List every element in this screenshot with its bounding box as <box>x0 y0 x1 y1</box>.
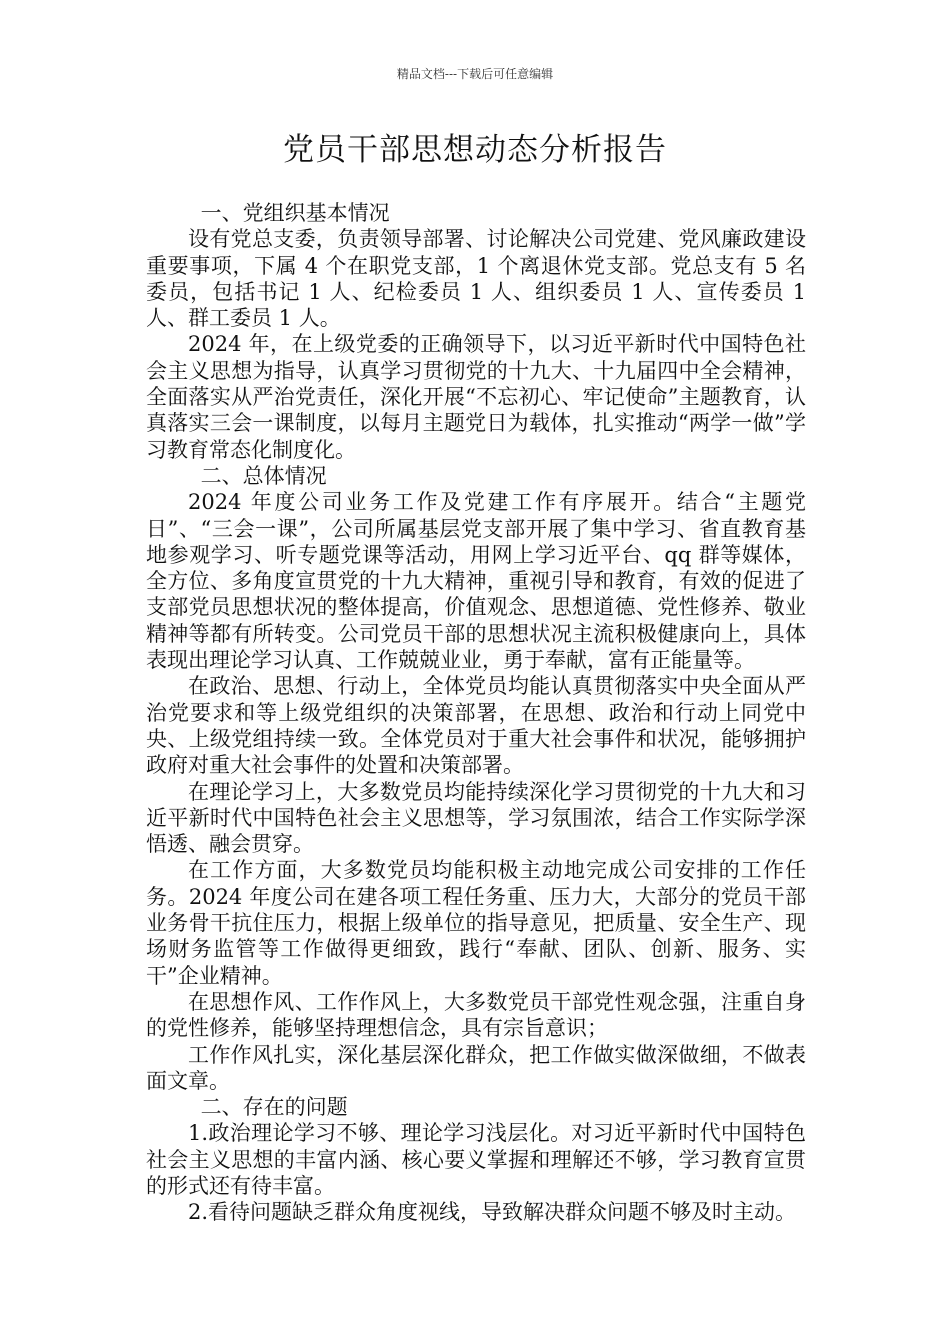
paragraph: 在思想作风、工作作风上，大多数党员干部党性观念强，注重自身的党性修养，能够坚持理想信念，具有宗旨意识； <box>146 989 806 1041</box>
paragraph: 在工作方面，大多数党员均能积极主动地完成公司安排的工作任务。2024 年度公司在建各项工程任务重、压力大，大部分的党员干部业务骨干抗住压力，根据上级单位的指导意见，把质量、安全生产、现场财务监管等工作做得更细致，践行“奉献、团队、创新、服务、实干”企业精神。 <box>146 858 806 988</box>
paragraph: 2024 年度公司业务工作及党建工作有序展开。结合“主题党日”、“三会一课”，公司所属基层党支部开展了集中学习、省直教育基地参观学习、听专题党课等活动，用网上学习近平台、qq 群等媒体，全方位、多角度宣贯党的十九大精神，重视引导和教育，有效的促进了支部党员思想状况的整体提高，价值观念、思想道德、党性修养、敬业精神等都有所转变。公司党员干部的思想状况主流积极健康向上，具体表现出理论学习认真、工作兢兢业业，勇于奉献，富有正能量等。 <box>146 490 806 673</box>
paragraph: 2024 年，在上级党委的正确领导下，以习近平新时代中国特色社会主义思想为指导，认真学习贯彻党的十九大、十九届四中全会精神，全面落实从严治党责任，深化开展“不忘初心、牢记使命”主题教育，认真落实三会一课制度，以每月主题党日为载体，扎实推动“两学一做”学习教育常态化制度化。 <box>146 332 806 462</box>
paragraph: 2.看待问题缺乏群众角度视线，导致解决群众问题不够及时主动。 <box>188 1200 797 1225</box>
document-title: 党员干部思想动态分析报告 <box>283 132 667 168</box>
section-heading: 二、存在的问题 <box>200 1095 348 1120</box>
header-note: 精品文档---下载后可任意编辑 <box>396 67 554 81</box>
paragraph: 工作作风扎实，深化基层深化群众，把工作做实做深做细，不做表面文章。 <box>146 1042 806 1093</box>
section-heading: 一、党组织基本情况 <box>200 201 390 225</box>
paragraph: 在政治、思想、行动上，全体党员均能认真贯彻落实中央全面从严治党要求和等上级党组织的决策部署，在思想、政治和行动上同党中央、上级党组持续一致。全体党员对于重大社会事件和状况，能够拥护政府对重大社会事件的处置和决策部署。 <box>146 674 806 778</box>
paragraph: 设有党总支委，负责领导部署、讨论解决公司党建、党风廉政建设重要事项，下属 4 个在职党支部，1 个离退休党支部。党总支有 5 名委员，包括书记 1 人、纪检委员 1 人、组织委员 1 人、宣传委员 1 人、群工委员 1 人。 <box>146 227 806 331</box>
paragraph: 1.政治理论学习不够、理论学习浅层化。对习近平新时代中国特色社会主义思想的丰富内涵、核心要义掌握和理解还不够，学习教育宣贯的形式还有待丰富。 <box>146 1121 806 1198</box>
document-body <box>146 200 806 1226</box>
paragraph: 在理论学习上，大多数党员均能持续深化学习贯彻党的十九大和习近平新时代中国特色社会主义思想等，学习氛围浓，结合工作实际学深悟透、融会贯穿。 <box>146 779 806 857</box>
section-heading: 二、总体情况 <box>200 463 327 488</box>
